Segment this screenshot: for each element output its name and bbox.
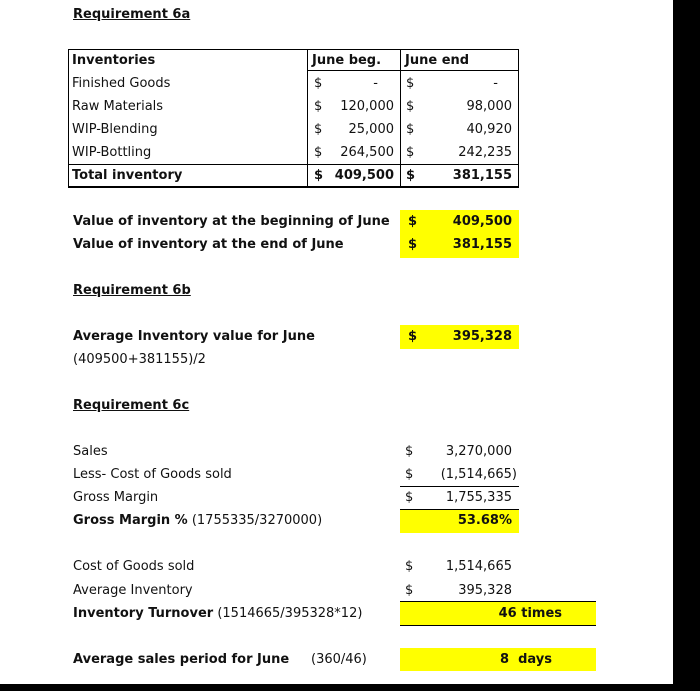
row-beg-sign: $	[314, 76, 323, 91]
average-inventory2-label: Average Inventory	[73, 583, 193, 598]
table-total-top-border	[68, 164, 519, 165]
row-end-value: 98,000	[466, 99, 512, 114]
table-bottom-border	[68, 186, 519, 188]
gross-margin-sign: $	[405, 490, 414, 505]
row-label-finished-goods: Finished Goods	[72, 76, 171, 91]
gross-margin-pct-value: 53.68%	[457, 513, 512, 528]
table-top-border	[68, 49, 519, 50]
turnover-bottom-border	[400, 625, 596, 626]
end-inventory-label: Value of inventory at the end of June	[73, 237, 344, 252]
begin-inventory-sign: $	[408, 214, 418, 229]
row-beg-value: -	[373, 76, 378, 91]
gross-margin-pct-formula: (1755335/3270000)	[187, 513, 323, 528]
cogs-sign: $	[405, 467, 414, 482]
row-beg-value: 264,500	[340, 145, 394, 160]
row-label-wip-bottling: WIP-Bottling	[72, 145, 152, 160]
gross-margin-pct-label-bold: Gross Margin %	[73, 513, 188, 528]
cogs-value: (1,514,665)	[440, 467, 517, 482]
cogs2-label: Cost of Goods sold	[73, 559, 195, 574]
total-beg-value: 409,500	[334, 168, 394, 183]
cogs2-sign: $	[405, 559, 414, 574]
sales-sign: $	[405, 444, 414, 459]
row-end-sign: $	[406, 145, 415, 160]
sales-period-label: Average sales period for June	[73, 652, 290, 667]
turnover-formula: (1514665/395328*12)	[213, 606, 363, 621]
average-inventory-sign: $	[408, 329, 418, 344]
cogs2-value: 1,514,665	[445, 559, 512, 574]
row-beg-value: 120,000	[340, 99, 394, 114]
row-beg-sign: $	[314, 122, 323, 137]
gross-margin-underline	[400, 509, 519, 510]
row-end-sign: $	[406, 76, 415, 91]
row-label-wip-blending: WIP-Blending	[72, 122, 158, 137]
average-inventory2-value: 395,328	[458, 583, 512, 598]
gross-margin-value: 1,755,335	[445, 490, 512, 505]
sales-value: 3,270,000	[445, 444, 512, 459]
total-end-value: 381,155	[452, 168, 512, 183]
average-inventory2-sign: $	[405, 583, 414, 598]
row-end-value: 242,235	[458, 145, 512, 160]
table-header-underline	[307, 70, 519, 71]
table-col-divider-1	[307, 49, 308, 188]
header-inventories: Inventories	[72, 53, 156, 68]
row-label-total-inventory: Total inventory	[72, 168, 183, 183]
turnover-top-border	[400, 601, 596, 602]
row-beg-value: 25,000	[348, 122, 394, 137]
sales-period-highlight	[400, 648, 596, 671]
turnover-value: 46 times	[498, 606, 562, 621]
turnover-label-bold: Inventory Turnover	[73, 606, 214, 621]
total-end-sign: $	[406, 168, 416, 183]
begin-inventory-value: 409,500	[452, 214, 512, 229]
cogs-underline	[400, 486, 519, 487]
row-end-value: -	[493, 76, 498, 91]
row-end-value: 40,920	[466, 122, 512, 137]
turnover-label	[73, 605, 362, 623]
sales-label: Sales	[73, 444, 108, 459]
average-inventory-label: Average Inventory value for June	[73, 329, 315, 344]
average-inventory-formula: (409500+381155)/2	[73, 352, 206, 367]
end-inventory-value: 381,155	[452, 237, 512, 252]
row-end-sign: $	[406, 99, 415, 114]
table-left-border	[68, 49, 69, 188]
cogs-label: Less- Cost of Goods sold	[73, 467, 232, 482]
sales-period-value: 8 days	[500, 652, 552, 667]
requirement-6a-heading: Requirement 6a	[73, 7, 191, 22]
row-label-raw-materials: Raw Materials	[72, 99, 164, 114]
begin-inventory-label: Value of inventory at the beginning of June	[73, 214, 390, 229]
total-beg-sign: $	[314, 168, 324, 183]
end-inventory-sign: $	[408, 237, 418, 252]
row-beg-sign: $	[314, 145, 323, 160]
requirement-6b-heading: Requirement 6b	[73, 283, 191, 298]
row-end-sign: $	[406, 122, 415, 137]
gross-margin-label: Gross Margin	[73, 490, 159, 505]
header-june-end: June end	[405, 53, 470, 68]
average-inventory-value: 395,328	[452, 329, 512, 344]
header-june-beg: June beg.	[312, 53, 382, 68]
gross-margin-pct-label	[73, 512, 322, 530]
row-beg-sign: $	[314, 99, 323, 114]
sales-period-formula: (360/46)	[311, 652, 367, 667]
requirement-6c-heading: Requirement 6c	[73, 398, 190, 413]
table-right-border	[518, 49, 519, 188]
table-col-divider-2	[400, 49, 401, 188]
